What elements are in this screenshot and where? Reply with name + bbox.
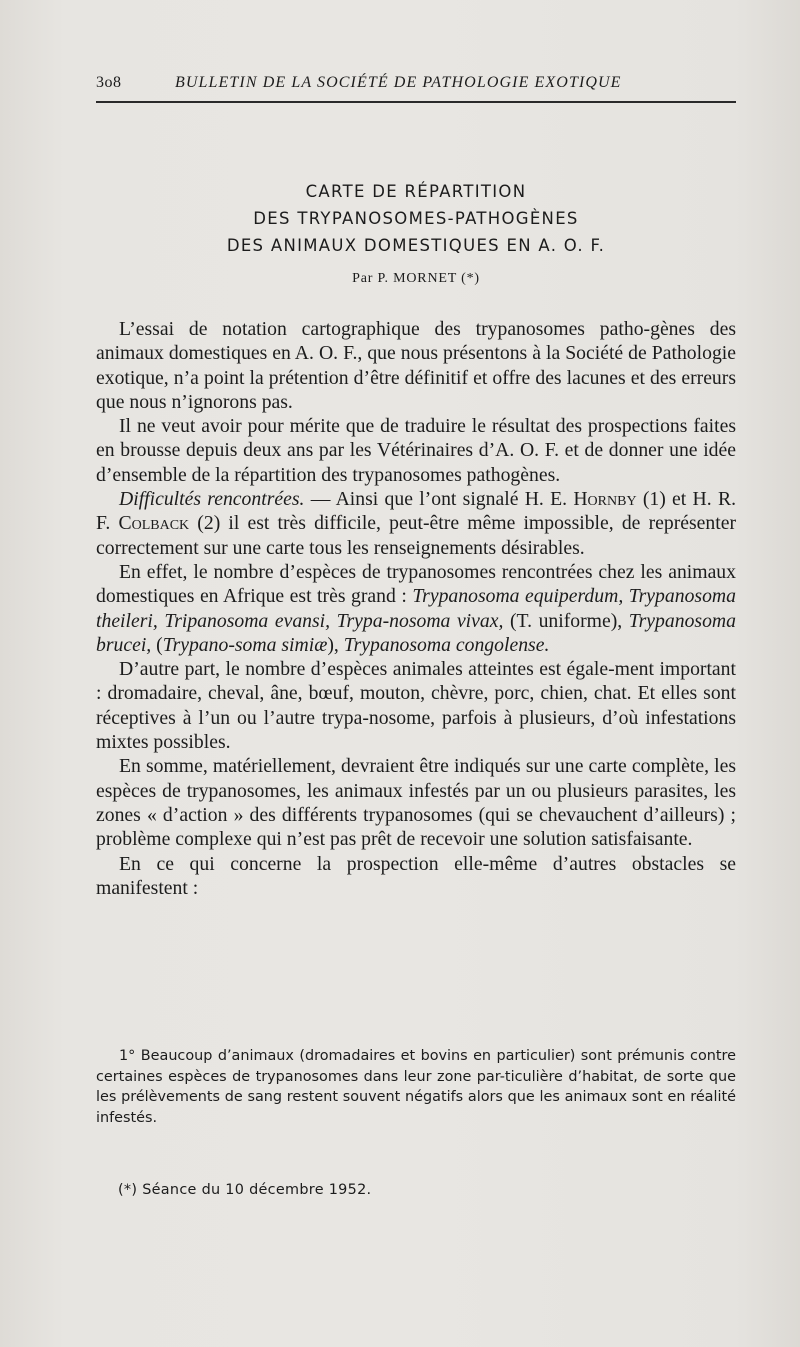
- paragraph-6: En somme, matériellement, devraient être indiqués sur une carte complète, les espèces de trypanosomes, les animaux infestés par un ou plusieurs parasites, les zones « d’action » des différents trypanosomes (qui se chevauchent d’ailleurs) ; problème complexe qui n’est pas prêt de recevoir une solution satisfaisante.: [96, 755, 736, 851]
- page-number: 3o8: [96, 74, 122, 91]
- paragraph-5: D’autre part, le nombre d’espèces animales atteintes est égale-ment important : dromadaire, cheval, âne, bœuf, mouton, chèvre, porc, chien, chat. Et elles sont réceptives à l’un ou l’autre trypa-nosome, parfois à plusieurs, d’où infestations mixtes possibles.: [96, 658, 736, 754]
- title-line-3: DES ANIMAUX DOMESTIQUES EN A. O. F.: [226, 236, 606, 255]
- paragraph-4-text-a: En effet, le nombre d’espèces de trypanosomes rencontrées chez les animaux domestiques en Afrique est très grand :: [96, 560, 736, 608]
- journal-title: BULLETIN DE LA SOCIÉTÉ DE PATHOLOGIE EXOTIQUE: [175, 74, 622, 91]
- header-rule: [96, 101, 736, 103]
- species-congolense: Trypanosoma congolense.: [343, 633, 550, 656]
- author-citation-colback: Colback: [118, 512, 190, 535]
- running-header: [96, 74, 736, 98]
- paragraph-2: Il ne veut avoir pour mérite que de traduire le résultat des prospections faites en brousse depuis deux ans par les Vétérinaires d’A. O. F. et de donner une idée d’ensemble de la répartition des trypanosomes pathogènes.: [96, 415, 736, 486]
- title-line-2: DES TRYPANOSOMES-PATHOGÈNES: [253, 209, 579, 228]
- paragraph-3-text-c: (2) il est très difficile, peut-être même impossible, de représenter correctement sur une carte tous les renseignements désirables.: [96, 512, 737, 559]
- species-simiae: Trypano-soma simiæ: [162, 633, 328, 656]
- footnote: (*) Séance du 10 décembre 1952.: [118, 1182, 372, 1198]
- article-title: [96, 178, 736, 259]
- paragraph-4-text-b: (T. uniforme),: [503, 609, 629, 632]
- paragraph-3-text-b: (1) et H. R. F.: [96, 488, 737, 535]
- paragraph-4: [96, 560, 736, 657]
- author-citation-hornby: Hornby: [573, 488, 637, 511]
- author-byline: Par P. MORNET (*): [352, 271, 480, 286]
- paragraph-3: [96, 487, 736, 560]
- title-line-1: CARTE DE RÉPARTITION: [305, 182, 527, 201]
- heading-dash: —: [304, 488, 336, 511]
- species-list-1: Trypanosoma equiperdum, Trypanosoma theileri, Tripanosoma evansi, Trypa-nosoma vivax,: [96, 585, 736, 632]
- article-body: [96, 317, 736, 900]
- paragraph-4-text-c: (: [151, 633, 163, 656]
- paragraph-3-text-a: Ainsi que l’ont signalé H. E.: [335, 488, 574, 511]
- paragraph-7: En ce qui concerne la prospection elle-même d’autres obstacles se manifestent :: [96, 852, 736, 899]
- numbered-note-1: 1° Beaucoup d’animaux (dromadaires et bovins en particulier) sont prémunis contre certaines espèces de trypanosomes dans leur zone par-ticulière d’habitat, de sorte que les prélèvements de sang restent souvent négatifs alors que les animaux sont en réalité infestés.: [96, 1048, 736, 1127]
- paragraph-4-text-d: ),: [327, 633, 344, 656]
- species-brucei: Trypanosoma brucei,: [96, 609, 736, 656]
- paragraph-1: L’essai de notation cartographique des trypanosomes patho-gènes des animaux domestiques en A. O. F., que nous présentons à la Société de Pathologie exotique, n’a point la prétention d’être définitif et offre des lacunes et des erreurs que nous n’ignorons pas.: [96, 318, 736, 413]
- section-heading: Difficultés rencontrées.: [119, 488, 305, 511]
